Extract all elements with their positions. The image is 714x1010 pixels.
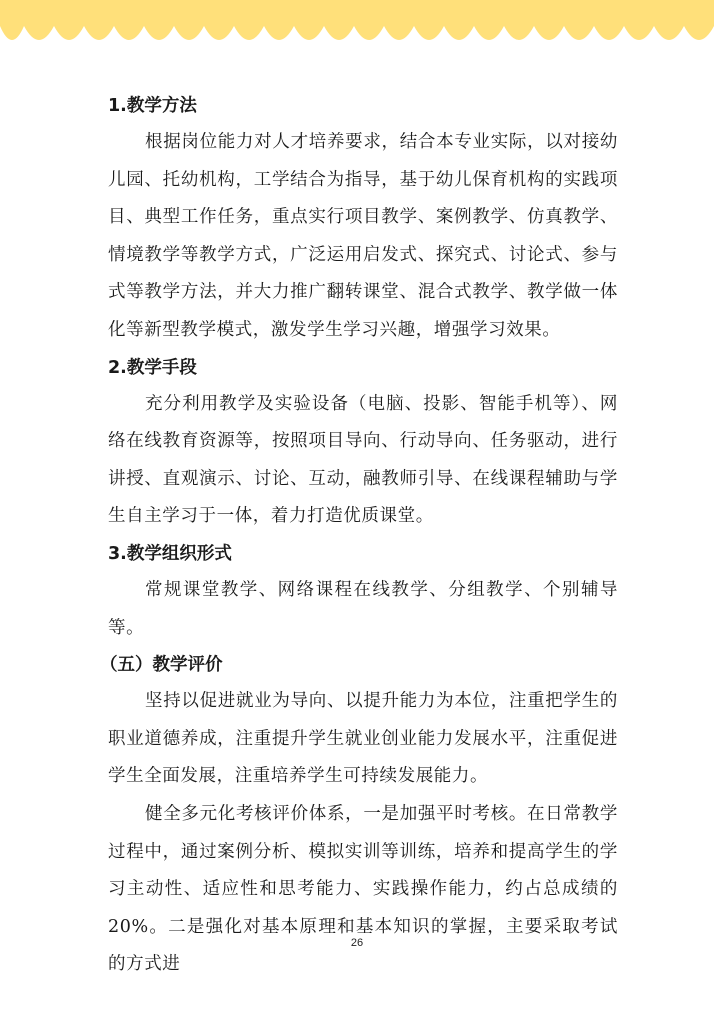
section-teaching-evaluation bbox=[100, 647, 618, 984]
section-teaching-method bbox=[108, 88, 618, 350]
section-heading: 2.教学手段 bbox=[108, 357, 197, 378]
paragraph: 坚持以促进就业为导向、以提升能力为本位，注重把学生的职业道德养成，注重提升学生就业创业能力发展水平，注重促进学生全面发展，注重培养学生可持续发展能力。 bbox=[108, 691, 618, 787]
section-teaching-organization bbox=[108, 536, 618, 647]
section-heading: 3.教学组织形式 bbox=[108, 543, 232, 564]
paragraph: 根据岗位能力对人才培养要求，结合本专业实际，以对接幼儿园、托幼机构，工学结合为指导，基于幼儿保育机构的实践项目、典型工作任务，重点实行项目教学、案例教学、仿真教学、情境教学等教学方式，广泛运用启发式、探究式、讨论式、参与式等教学方法，并大力推广翻转课堂、混合式教学、教学做一体化等新型教学模式，激发学生学习兴趣，增强学习效果。 bbox=[108, 132, 618, 340]
decorative-top-border bbox=[0, 0, 714, 48]
paragraph: 健全多元化考核评价体系，一是加强平时考核。在日常教学过程中，通过案例分析、模拟实训等训练，培养和提高学生的学习主动性、适应性和思考能力、实践操作能力，约占总成绩的 20%。二是强化对基本原理和基本知识的掌握，主要采取考试的方式进 bbox=[108, 803, 618, 975]
page-number: 26 bbox=[350, 937, 364, 949]
section-heading: 1.教学方法 bbox=[108, 96, 197, 116]
paragraph: 充分利用教学及实验设备（电脑、投影、智能手机等）、网络在线教育资源等，按照项目导向、行动导向、任务驱动，进行讲授、直观演示、讨论、互动，融教师引导、在线课程辅助与学生自主学习于一体，着力打造优质课堂。 bbox=[108, 393, 618, 527]
section-teaching-means bbox=[108, 350, 618, 536]
paragraph: 常规课堂教学、网络课程在线教学、分组教学、个别辅导等。 bbox=[108, 579, 618, 638]
section-heading: （五）教学评价 bbox=[100, 655, 223, 676]
document-body bbox=[100, 88, 618, 984]
